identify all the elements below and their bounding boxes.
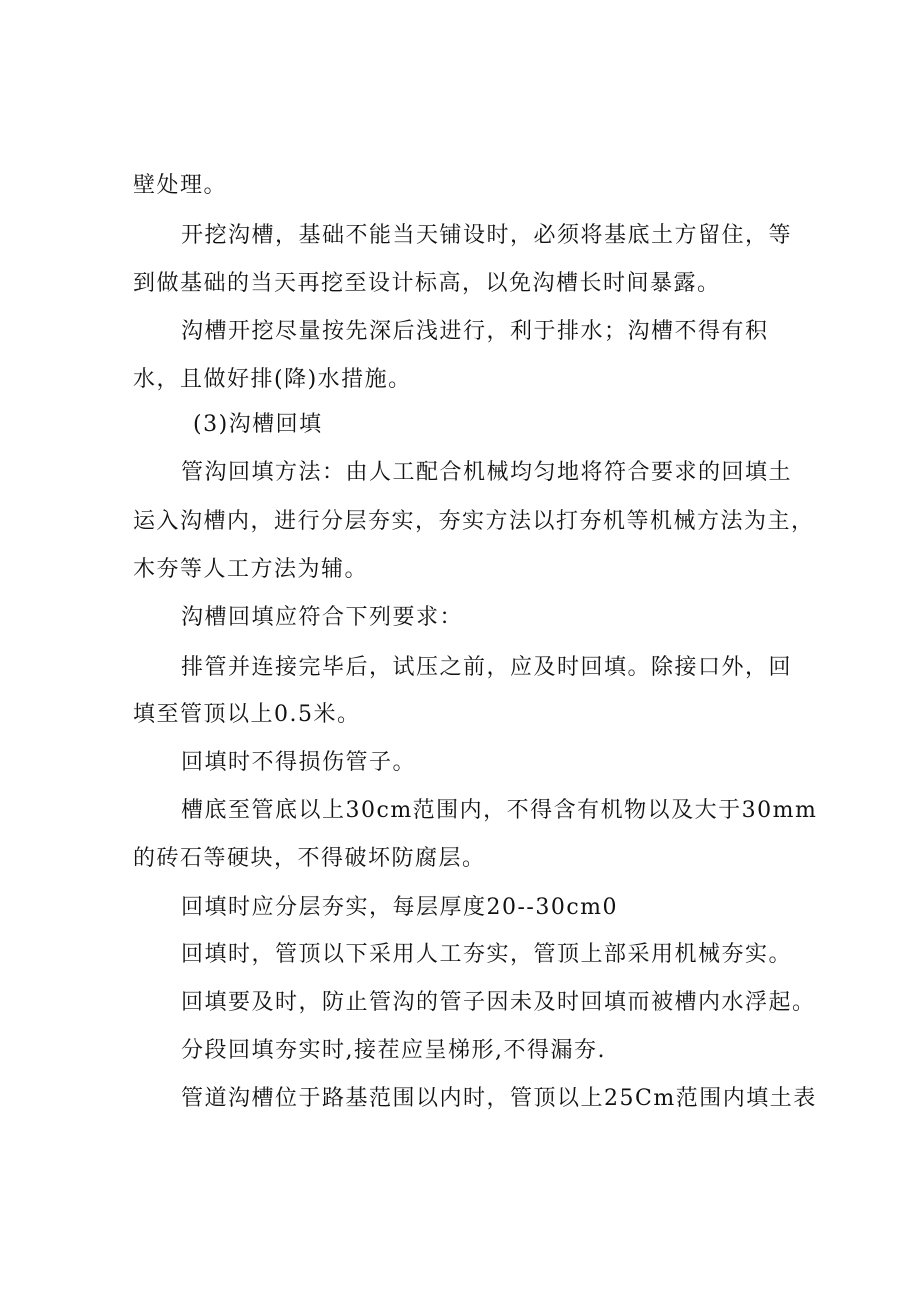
paragraph-line: 回填时，管顶以下采用人工夯实，管顶上部采用机械夯实。 [181,942,793,967]
paragraph-line: 回填时不得损伤管子。 [181,750,417,775]
paragraph-line: 开挖沟槽，基础不能当天铺设时，必须将基底土方留住，等 [181,223,793,248]
paragraph-line: 沟槽开挖尽量按先深后浅进行，利于排水；沟槽不得有积 [181,319,769,344]
paragraph-line: 沟槽回填应符合下列要求： [181,605,464,630]
paragraph-line: 排管并连接完毕后，试压之前，应及时回填。除接口外，回 [181,655,793,680]
paragraph-line: 到做基础的当天再挖至设计标高，以免沟槽长时间暴露。 [133,271,721,296]
paragraph-line: 回填时应分层夯实，每层厚度20--30cm0 [181,895,619,920]
paragraph-line: 分段回填夯实时,接茬应呈梯形,不得漏夯. [181,1038,606,1063]
paragraph-line: 回填要及时，防止管沟的管子因未及时回填而被槽内水浮起。 [181,990,816,1015]
section-heading: (3)沟槽回填 [193,412,323,437]
paragraph-line: 管道沟槽位于路基范围以内时，管顶以上25Cm范围内填土表 [181,1086,817,1111]
paragraph-line: 运入沟槽内，进行分层夯实，夯实方法以打夯机等机械方法为主， [133,509,815,534]
paragraph-line: 槽底至管底以上30cm范围内，不得含有机物以及大于30mm [181,798,818,823]
paragraph-line: 木夯等人工方法为辅。 [133,557,369,582]
paragraph-line: 水，且做好排(降)水措施。 [133,367,412,392]
paragraph-line: 填至管顶以上0.5米。 [133,702,361,727]
paragraph-line: 壁处理。 [133,173,228,198]
paragraph-line: 的砖石等硬块，不得破坏防腐层。 [133,846,486,871]
paragraph-line: 管沟回填方法：由人工配合机械均匀地将符合要求的回填土 [181,460,793,485]
